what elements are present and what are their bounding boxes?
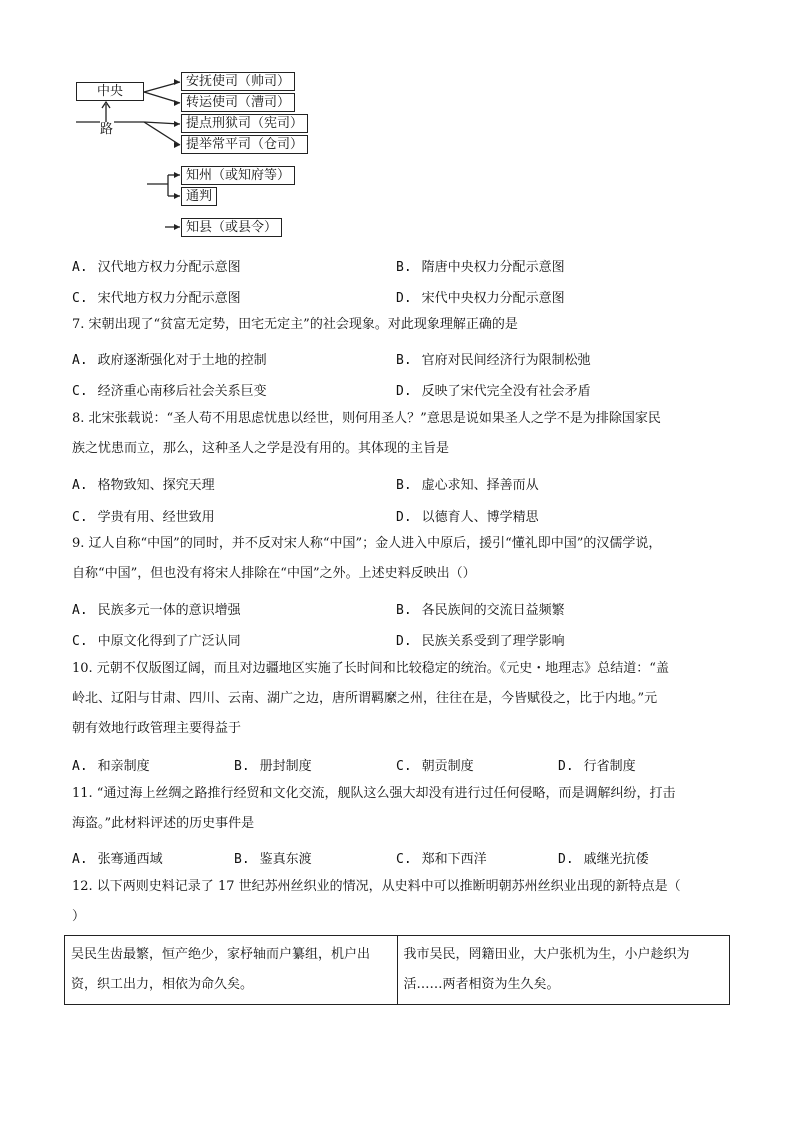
q7-option-d[interactable]	[396, 380, 591, 399]
option-text: 郑和下西洋	[421, 852, 487, 867]
q7-option-b[interactable]	[396, 349, 591, 368]
q8-option-c[interactable]	[72, 506, 215, 525]
option-key: D.	[396, 291, 412, 306]
q8-option-a[interactable]	[72, 474, 215, 493]
source-cell-left: 吴民生齿最繁，恒产绝少，家杼轴而户纂组，机户出资，织工出力，相依为命久矣。	[65, 936, 398, 1005]
q9-option-a[interactable]	[72, 599, 241, 618]
option-key: D.	[558, 852, 574, 867]
option-key: C.	[72, 291, 88, 306]
source-table	[64, 935, 730, 1005]
question-text: ）	[72, 909, 86, 924]
option-text: 行省制度	[583, 759, 636, 774]
route-office-4: 提举常平司（仓司）	[181, 135, 308, 154]
county-box: 知县（或县令）	[181, 218, 282, 237]
q6-option-a[interactable]	[72, 256, 241, 275]
option-key: C.	[396, 852, 412, 867]
option-text: 以德育人、博学精思	[421, 510, 539, 525]
q6-option-b[interactable]	[396, 256, 565, 275]
diagram-connectors	[0, 0, 794, 250]
option-text: 和亲制度	[97, 759, 150, 774]
q7-option-c[interactable]	[72, 380, 267, 399]
option-key: A.	[72, 603, 88, 618]
q8-stem	[72, 404, 732, 464]
option-text: 宋代地方权力分配示意图	[97, 291, 241, 306]
option-key: B.	[234, 759, 250, 774]
option-text: 政府逐渐强化对于土地的控制	[97, 353, 267, 368]
question-text: 12. 以下两则史料记录了 17 世纪苏州丝织业的情况，从史料中可以推断明朝苏州丝织业出现的新特点是（	[72, 879, 681, 894]
option-text: 民族多元一体的意识增强	[97, 603, 241, 618]
option-key: D.	[396, 634, 412, 649]
option-key: D.	[558, 759, 574, 774]
route-label: 路	[100, 122, 114, 137]
option-text: 张骞通西域	[97, 852, 163, 867]
option-key: B.	[396, 603, 412, 618]
question-text: 岭北、辽阳与甘肃、四川、云南、湖广之边，唐所谓羁縻之州，往往在是，今皆赋役之，比于内地。”元	[72, 691, 658, 706]
question-text: 海盗。”此材料评述的历史事件是	[72, 816, 255, 831]
option-key: B.	[396, 353, 412, 368]
q7-stem	[72, 310, 732, 340]
option-text: 朝贡制度	[421, 759, 474, 774]
option-text: 民族关系受到了理学影响	[421, 634, 565, 649]
q11-option-c[interactable]	[396, 848, 487, 867]
option-text: 鉴真东渡	[259, 852, 312, 867]
q7-option-a[interactable]	[72, 349, 267, 368]
q6-option-d[interactable]	[396, 287, 565, 306]
q11-option-a[interactable]	[72, 848, 163, 867]
route-office-1: 安抚使司（帅司）	[181, 72, 295, 91]
route-office-2: 转运使司（漕司）	[181, 93, 295, 112]
option-text: 隋唐中央权力分配示意图	[421, 260, 565, 275]
option-key: B.	[234, 852, 250, 867]
q9-option-c[interactable]	[72, 630, 241, 649]
option-text: 官府对民间经济行为限制松弛	[421, 353, 591, 368]
option-text: 汉代地方权力分配示意图	[97, 260, 241, 275]
option-text: 虚心求知、择善而从	[421, 478, 539, 493]
vice-prefect-box: 通判	[181, 187, 217, 206]
q10-option-c[interactable]	[396, 755, 474, 774]
option-text: 册封制度	[259, 759, 312, 774]
admin-structure-diagram	[0, 0, 794, 250]
option-text: 中原文化得到了广泛认同	[97, 634, 241, 649]
central-box: 中央	[76, 82, 144, 101]
option-key: D.	[396, 384, 412, 399]
prefect-box: 知州（或知府等）	[181, 166, 295, 185]
q11-option-b[interactable]	[234, 848, 312, 867]
option-key: A.	[72, 260, 88, 275]
q9-option-b[interactable]	[396, 599, 565, 618]
q9-option-d[interactable]	[396, 630, 565, 649]
q12-stem	[72, 872, 732, 932]
q6-option-c[interactable]	[72, 287, 241, 306]
q10-option-b[interactable]	[234, 755, 312, 774]
question-text: 9. 辽人自称“中国”的同时，并不反对宋人称“中国”；金人进入中原后，援引“懂礼即中国”的汉儒学说，	[72, 536, 662, 551]
route-office-3: 提点刑狱司（宪司）	[181, 114, 308, 133]
question-text: 朝有效地行政管理主要得益于	[72, 721, 242, 736]
question-text: 7. 宋朝出现了“贫富无定势，田宅无定主”的社会现象。对此现象理解正确的是	[72, 317, 518, 332]
table-row	[65, 936, 730, 1005]
option-key: A.	[72, 478, 88, 493]
option-key: D.	[396, 510, 412, 525]
q10-option-d[interactable]	[558, 755, 636, 774]
option-text: 经济重心南移后社会关系巨变	[97, 384, 267, 399]
option-text: 宋代中央权力分配示意图	[421, 291, 565, 306]
question-text: 10. 元朝不仅版图辽阔，而且对边疆地区实施了长时间和比较稳定的统治。《元史・地理志》总结道：“盖	[72, 661, 669, 676]
option-key: B.	[396, 260, 412, 275]
option-key: A.	[72, 759, 88, 774]
q8-option-d[interactable]	[396, 506, 539, 525]
q9-stem	[72, 529, 732, 589]
option-text: 各民族间的交流日益频繁	[421, 603, 565, 618]
question-text: 8. 北宋张载说：“圣人苟不用思虑忧患以经世，则何用圣人？”意思是说如果圣人之学不是为排除国家民	[72, 411, 661, 426]
option-text: 戚继光抗倭	[583, 852, 649, 867]
option-key: C.	[72, 510, 88, 525]
option-text: 格物致知、探究天理	[97, 478, 215, 493]
q11-stem	[72, 779, 732, 839]
source-cell-right: 我市吴民，罔籍田业，大户张机为生，小户趁织为活……两者相资为生久矣。	[397, 936, 730, 1005]
q11-option-d[interactable]	[558, 848, 649, 867]
option-key: C.	[72, 634, 88, 649]
q10-stem	[72, 654, 732, 744]
q10-option-a[interactable]	[72, 755, 150, 774]
question-text: 自称“中国”，但也没有将宋人排除在“中国”之外。上述史料反映出（）	[72, 566, 476, 581]
option-key: A.	[72, 852, 88, 867]
question-text: 族之忧患而立，那么，这种圣人之学是没有用的。其体现的主旨是	[72, 441, 450, 456]
option-key: B.	[396, 478, 412, 493]
question-text: 11. “通过海上丝绸之路推行经贸和文化交流，舰队这么强大却没有进行过任何侵略，而是调解纠纷，打击	[72, 786, 676, 801]
option-key: A.	[72, 353, 88, 368]
option-key: C.	[72, 384, 88, 399]
q8-option-b[interactable]	[396, 474, 539, 493]
option-key: C.	[396, 759, 412, 774]
option-text: 学贵有用、经世致用	[97, 510, 215, 525]
option-text: 反映了宋代完全没有社会矛盾	[421, 384, 591, 399]
